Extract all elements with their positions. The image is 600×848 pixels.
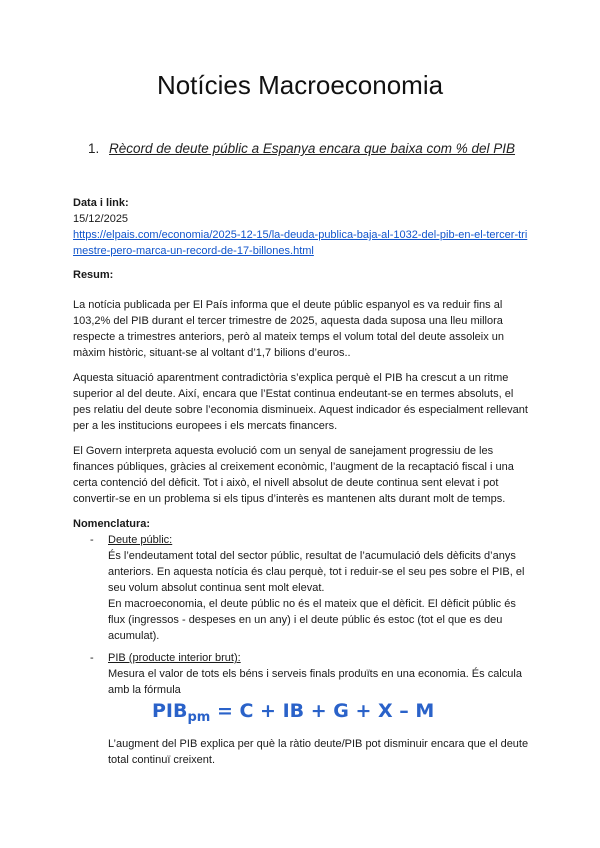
term-definition: En macroeconomia, el deute públic no és el mateix que el dèficit. El dèficit públic és flux (ingressos - despeses en un any) i el deute públic és estoc (tot el que es deu acumulat). [108, 598, 516, 642]
term-title: Deute públic: [108, 534, 173, 546]
term-pib-followup [90, 736, 530, 768]
summary-text: La notícia publicada per El País informa que el deute públic espanyol es va reduir fins al 103,2% del PIB durant el tercer trimestre de 2025, aquesta dada suposa una lleu millora respecte a trimestres anteriors, però al mateix temps el volum total del deute assoleix un màxim històric, situant-se al voltant d’1,7 bilions d’euros.. [73, 299, 505, 359]
term-pib [90, 650, 530, 698]
term-definition: Mesura el valor de tots els béns i serveis finals produïts en una economia. És calcula amb la fórmula [108, 668, 522, 696]
term-definition: És l’endeutament total del sector públic, resultat de l’acumulació dels dèficits d’anys anteriors. En aquesta notícia és clau perquè, tot i reduir-se el seu pes sobre el PIB, el seu volum absolut continua sent molt elevat. [108, 550, 525, 594]
article-headline-text[interactable]: Rècord de deute públic a Espanya encara que baixa com % del PIB [109, 141, 516, 156]
formula-base: PIB [152, 700, 188, 722]
list-dash: - [90, 534, 94, 546]
term-title: PIB (producte interior brut): [108, 652, 241, 664]
nomenclature-label: Nomenclatura: [73, 518, 151, 530]
summary-paragraph-2 [73, 370, 533, 434]
article-number: 1. [88, 141, 100, 156]
nomenclature-label-section [73, 516, 533, 532]
article-link[interactable]: https://elpais.com/economia/2025-12-15/la-deuda-publica-baja-al-1032-del-pib-en-el-tercer-trimestre-pero-marca-un-record-de-17-billones.html [73, 229, 528, 257]
formula-rhs: = C + IB + G + X – M [210, 700, 435, 722]
summary-paragraph-1 [73, 297, 533, 361]
formula-subscript: pm [187, 710, 211, 725]
summary-text: Aquesta situació aparentment contradictòria s’explica perquè el PIB ha crescut a un ritme superior al del deute. Així, encara que l’Estat continua endeutant-se en termes absoluts, el pes relatiu del deute sobre l’economia disminueix. Aquest indicador és especialment rellevant per a les institucions europees i els mercats financers. [73, 372, 528, 432]
page-title: Notícies Macroeconomia [156, 70, 444, 100]
summary-paragraph-3 [73, 443, 533, 507]
article-headline [88, 139, 518, 158]
article-date: 15/12/2025 [73, 213, 129, 225]
term-definition: L’augment del PIB explica per què la ràtio deute/PIB pot disminuir encara que el deute total continuï creixent. [108, 738, 529, 766]
summary-text: El Govern interpreta aquesta evolució com un senyal de sanejament progressiu de les finances públiques, gràcies al creixement econòmic, l’augment de la recaptació fiscal i una certa contenció del dèficit. Tot i això, el nivell absolut de deute continua sent elevat i pot convertir-se en un problema si els tipus d’interès es mantenen alts durant molt de temps. [73, 445, 514, 505]
list-dash: - [90, 652, 94, 664]
summary-label-section [73, 267, 533, 283]
summary-label: Resum: [73, 269, 114, 281]
date-link-section [73, 195, 533, 259]
date-link-label: Data i link: [73, 197, 129, 209]
pib-formula [152, 700, 434, 725]
term-deute-public [90, 532, 530, 644]
